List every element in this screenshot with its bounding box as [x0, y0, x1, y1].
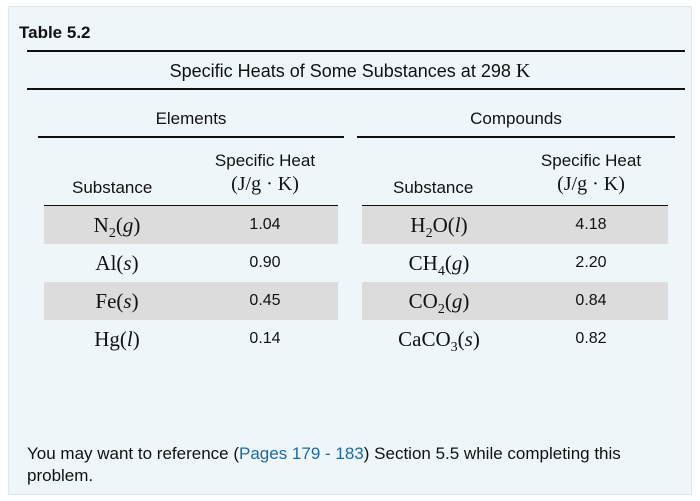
reference-note-before: You may want to reference ( — [27, 444, 239, 463]
elements-heading: Elements — [155, 109, 227, 128]
element-substance-n2: $N_2(g)$ — [93, 213, 141, 242]
compound-substance-caco3: CaCO$_3$(s) — [398, 327, 480, 356]
table-label: Table 5.2 — [19, 23, 91, 42]
table-title-text: Specific Heats of Some Substances at 298 — [169, 61, 511, 81]
compound-value-ch4: 2.20 — [575, 254, 607, 271]
compound-value-h2o: 4.18 — [575, 216, 607, 233]
element-value-al: 0.90 — [249, 254, 281, 271]
top-rule — [27, 50, 685, 52]
element-value-n2: 1.04 — [249, 216, 281, 233]
compounds-units-label: (J/g · K) — [557, 173, 625, 195]
pages-reference-link[interactable]: Pages 179 - 183 — [239, 444, 364, 463]
elements-units-label: (J/g · K) — [231, 173, 299, 195]
elements-heading-rule — [38, 136, 344, 138]
element-substance-al: Al(s) — [95, 251, 139, 275]
compounds-heading-rule — [357, 136, 675, 138]
table-title-unit: K — [515, 60, 531, 82]
elements-substance-header: Substance — [72, 178, 153, 197]
element-substance-fe: Fe(s) — [95, 289, 139, 313]
elements-specific-heat-header — [190, 151, 340, 196]
compounds-heading: Compounds — [470, 109, 562, 128]
element-value-hg: 0.14 — [249, 330, 281, 347]
element-value-fe: 0.45 — [249, 292, 281, 309]
reference-note-after: ) Section 5.5 while completing this problem. — [27, 444, 621, 485]
compounds-specific-heat-header — [516, 151, 666, 196]
compound-substance-co2: $CO_2(g)$ — [408, 289, 470, 318]
compound-substance-h2o: $H_2O(l)$ — [410, 213, 468, 242]
compound-value-co2: 0.84 — [575, 292, 607, 309]
reference-note — [27, 443, 687, 487]
element-substance-hg: Hg(l) — [94, 327, 140, 351]
compound-substance-ch4: $CH_4(g)$ — [408, 251, 470, 280]
compounds-specific-heat-label: Specific Heat — [540, 151, 642, 170]
table-title — [0, 60, 700, 83]
compound-value-caco3: 0.82 — [575, 330, 607, 347]
title-rule — [27, 88, 685, 90]
elements-specific-heat-label: Specific Heat — [214, 151, 316, 170]
compounds-substance-header: Substance — [393, 178, 474, 197]
